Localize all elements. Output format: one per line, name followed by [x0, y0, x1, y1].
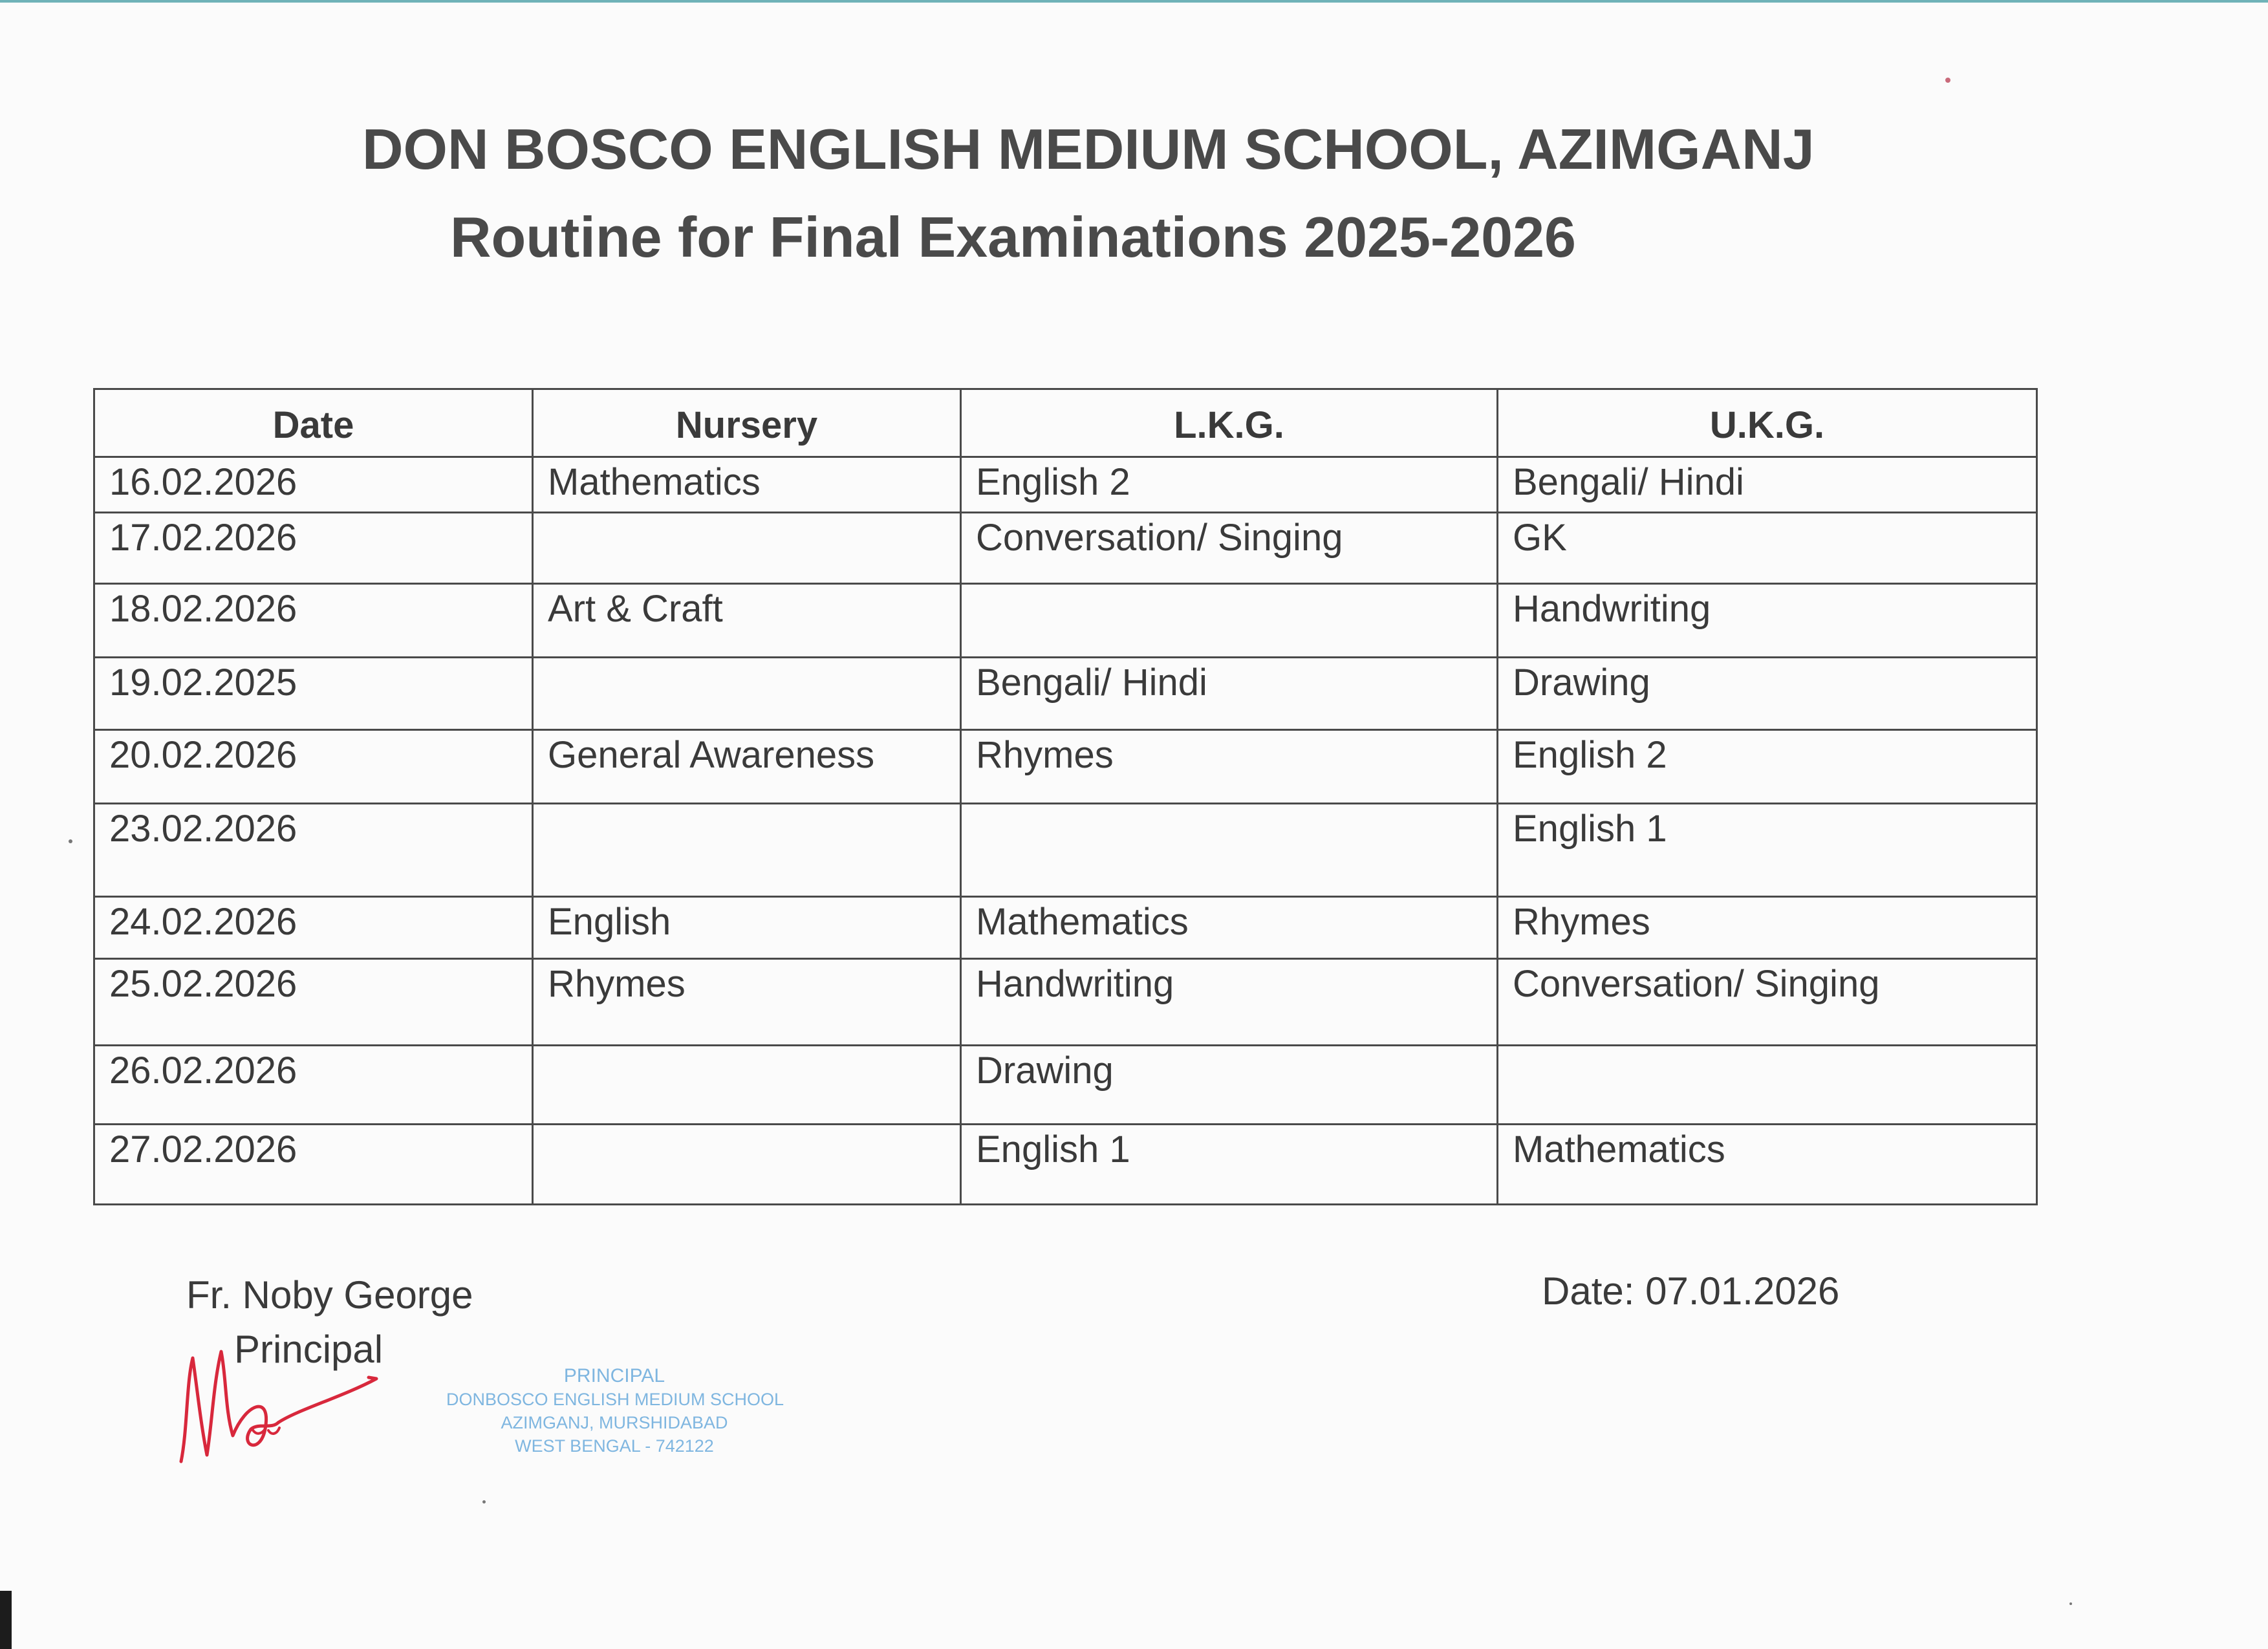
ukg-cell: Handwriting [1498, 584, 2037, 658]
nursery-cell: English [533, 897, 961, 959]
scan-speck [2069, 1602, 2072, 1605]
stamp-line: DONBOSCO ENGLISH MEDIUM SCHOOL [446, 1390, 784, 1409]
table-row [94, 457, 2037, 513]
signatory-role: Principal [234, 1328, 383, 1371]
nursery-cell: General Awareness [533, 730, 961, 804]
scan-speck [69, 839, 72, 843]
date-cell: 23.02.2026 [94, 804, 533, 897]
stamp-line: PRINCIPAL [563, 1365, 665, 1386]
nursery-cell: Rhymes [533, 959, 961, 1046]
handwritten-signature [175, 1332, 388, 1468]
stamp-line: WEST BENGAL - 742122 [515, 1436, 714, 1456]
ukg-cell: Bengali/ Hindi [1498, 457, 2037, 513]
table-header-row [94, 389, 2037, 457]
document-title: Routine for Final Examinations 2025-2026 [450, 205, 1576, 269]
lkg-cell: English 1 [961, 1125, 1498, 1205]
column-header-nursery: Nursery [533, 389, 961, 457]
table-row [94, 959, 2037, 1046]
nursery-cell: Art & Craft [533, 584, 961, 658]
date-cell: 19.02.2025 [94, 658, 533, 730]
exam-routine-table [93, 388, 2038, 1205]
date-cell: 16.02.2026 [94, 457, 533, 513]
table-row [94, 658, 2037, 730]
table-row [94, 804, 2037, 897]
issue-date: Date: 07.01.2026 [1542, 1269, 1840, 1313]
nursery-cell [533, 804, 961, 897]
ukg-cell [1498, 1046, 2037, 1125]
table-row [94, 897, 2037, 959]
stamp-line: AZIMGANJ, MURSHIDABAD [501, 1413, 728, 1432]
nursery-cell [533, 1046, 961, 1125]
lkg-cell: Handwriting [961, 959, 1498, 1046]
date-cell: 27.02.2026 [94, 1125, 533, 1205]
lkg-cell: Bengali/ Hindi [961, 658, 1498, 730]
scan-bottom-edge [0, 1591, 12, 1649]
lkg-cell: Drawing [961, 1046, 1498, 1125]
nursery-cell [533, 1125, 961, 1205]
school-name: DON BOSCO ENGLISH MEDIUM SCHOOL, AZIMGANJ [362, 117, 1815, 181]
ukg-cell: English 1 [1498, 804, 2037, 897]
table-row [94, 1125, 2037, 1205]
lkg-cell: Conversation/ Singing [961, 513, 1498, 584]
date-cell: 18.02.2026 [94, 584, 533, 658]
ukg-cell: GK [1498, 513, 2037, 584]
ukg-cell: Drawing [1498, 658, 2037, 730]
column-header-ukg: U.K.G. [1498, 389, 2037, 457]
column-header-lkg: L.K.G. [961, 389, 1498, 457]
ukg-cell: Conversation/ Singing [1498, 959, 2037, 1046]
signatory-name: Fr. Noby George [186, 1273, 473, 1317]
table-row [94, 730, 2037, 804]
principal-stamp [446, 1364, 783, 1458]
ukg-cell: Mathematics [1498, 1125, 2037, 1205]
lkg-cell: Rhymes [961, 730, 1498, 804]
lkg-cell [961, 584, 1498, 658]
table-row [94, 1046, 2037, 1125]
lkg-cell [961, 804, 1498, 897]
scan-top-edge [0, 0, 2268, 3]
lkg-cell: English 2 [961, 457, 1498, 513]
nursery-cell [533, 513, 961, 584]
date-cell: 25.02.2026 [94, 959, 533, 1046]
lkg-cell: Mathematics [961, 897, 1498, 959]
table-row [94, 513, 2037, 584]
nursery-cell: Mathematics [533, 457, 961, 513]
date-cell: 17.02.2026 [94, 513, 533, 584]
scan-speck [1945, 78, 1950, 83]
ukg-cell: Rhymes [1498, 897, 2037, 959]
scan-speck [482, 1500, 486, 1503]
column-header-date: Date [94, 389, 533, 457]
date-cell: 24.02.2026 [94, 897, 533, 959]
date-cell: 26.02.2026 [94, 1046, 533, 1125]
date-cell: 20.02.2026 [94, 730, 533, 804]
ukg-cell: English 2 [1498, 730, 2037, 804]
table-row [94, 584, 2037, 658]
nursery-cell [533, 658, 961, 730]
